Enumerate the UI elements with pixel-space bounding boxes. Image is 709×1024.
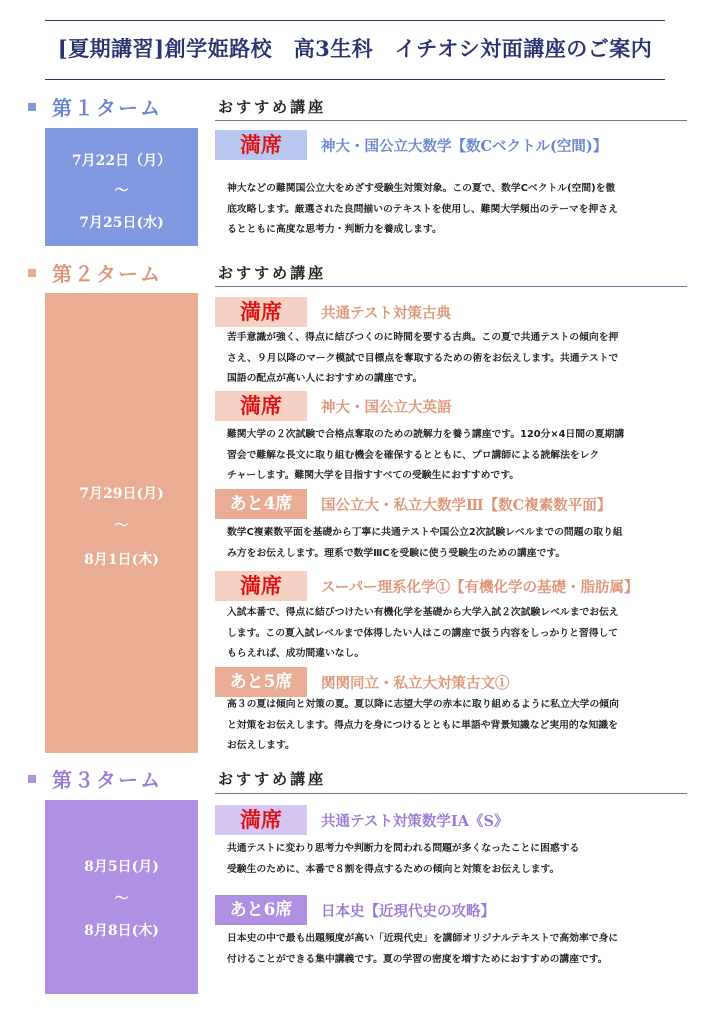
- course-title: 共通テスト対策古典: [321, 305, 451, 322]
- course-title: 神大・国公立大英語: [321, 399, 452, 416]
- seats-left-badge: あと5席: [215, 667, 307, 697]
- course-card: [215, 391, 675, 483]
- course-description-line: お伝えします。: [227, 740, 295, 751]
- course-description-line: さえ、９月以降のマーク模試で目標点を奪取するための術をお伝えします。共通テストで: [227, 352, 619, 364]
- course-card: [215, 805, 675, 885]
- course-description-line: 共通テストに変わり思考力や判断力を問われる問題が多くなったことに困惑する: [227, 843, 580, 854]
- course-description-line: します。この夏入試レベルまで体得したい人はこの講座で扱う内容をしっかりと習得して: [227, 627, 619, 639]
- term-2-end-date: 8月1日(木): [84, 552, 159, 568]
- term-1-start-date: 7月22日（月）: [71, 153, 172, 169]
- term-2-bullet-icon: [28, 269, 36, 277]
- seats-left-badge: あと6席: [215, 895, 307, 925]
- term-3-recommend-label: おすすめ講座: [218, 770, 327, 788]
- course-title: 共通テスト対策数学ⅠA《S》: [321, 813, 509, 830]
- course-title: 日本史【近現代史の攻略】: [321, 903, 495, 920]
- term-1-bullet-icon: [28, 103, 36, 111]
- course-description: [227, 425, 663, 487]
- course-title: スーパー理系化学①【有機化学の基礎・脂肪属】: [321, 579, 639, 596]
- course-description: [227, 929, 663, 970]
- course-description-line: 習会で難解な長文に取り組む機会を確保するとともに、プロ講師による読解法をレク: [227, 449, 600, 461]
- course-description-line: 神大などの難関国公立大をめざす受験生対策対象。この夏で、数学Cベクトル(空間)を徹: [227, 183, 616, 194]
- course-description-line: 日本史の中で最も出題頻度が高い「近現代史」を講師オリジナルテキストで高効率で身に: [227, 933, 619, 944]
- full-badge: 満席: [215, 391, 307, 421]
- term-2-date-separator: ～: [114, 518, 129, 534]
- course-card: [215, 130, 675, 242]
- term-1-date-separator: ～: [114, 183, 129, 199]
- title-top-rule: [45, 20, 665, 21]
- seats-left-badge: あと4席: [215, 489, 307, 519]
- term-2-date-block: [45, 293, 198, 753]
- course-description-line: 苦手意識が強く、得点に結びつくのに時間を要する古典。この夏で共通テストの傾向を押: [227, 332, 619, 343]
- course-description-line: 受験生のために、本番で８割を得点するための傾向と対策をお伝えします。: [227, 863, 560, 875]
- course-description-line: 国語の配点が高い人におすすめの講座です。: [227, 373, 423, 384]
- term-2-label: 第２ターム: [52, 262, 162, 286]
- course-title: 神大・国公立大数学【数Cベクトル(空間)】: [321, 138, 608, 155]
- term-1-heading: [28, 92, 162, 121]
- course-title: 国公立大・私立大数学Ⅲ【数C複素数平面】: [321, 497, 612, 514]
- full-badge: 満席: [215, 805, 307, 835]
- course-description: [227, 179, 663, 241]
- term-3-bullet-icon: [28, 775, 36, 783]
- course-card: [215, 571, 675, 663]
- term-2-recommend-label: おすすめ講座: [218, 264, 327, 282]
- course-description: [227, 523, 663, 564]
- term-2-start-date: 7月29日(月): [79, 486, 164, 502]
- course-description-line: るとともに高度な思考力・判断力を養成します。: [227, 224, 442, 235]
- course-title: 関関同立・私立大対策古文①: [321, 675, 510, 692]
- course-description: [227, 328, 663, 390]
- course-description: [227, 695, 663, 757]
- course-description-line: もらえれば、成功間違いなし。: [227, 648, 365, 659]
- full-badge: 満席: [215, 297, 307, 327]
- course-description-line: チャーします。難関大学を目指すすべての受験生におすすめです。: [227, 470, 520, 481]
- course-description-line: 底攻略します。厳選された良問揃いのテキストを使用し、難関大学頻出のテーマを押さえ: [227, 203, 618, 215]
- course-description-line: 付けることができる集中講義です。夏の学習の密度を増すためにおすすめの講座です。: [227, 953, 608, 965]
- page-title: [夏期講習]創学姫路校 高3生科 イチオシ対面講座のご案内: [57, 36, 653, 61]
- title-bottom-rule: [45, 79, 665, 80]
- term-1-label: 第１ターム: [52, 96, 162, 120]
- course-description-line: 高３の夏は傾向と対策の夏。夏以降に志望大学の赤本に取り組めるように私立大学の傾向: [227, 699, 619, 710]
- term-1-end-date: 7月25日(水): [79, 215, 164, 231]
- course-description: [227, 603, 663, 665]
- term-2-heading: [28, 258, 162, 287]
- course-description-line: 入試本番で、得点に結びつけたい有機化学を基礎から大学入試２次試験レベルまでお伝え: [227, 607, 619, 618]
- course-description-line: 数学C複素数平面を基礎から丁寧に共通テストや国公立2次試験レベルまでの問題の取り組: [227, 527, 623, 538]
- term-2-recommend-rule: [215, 286, 687, 287]
- full-badge: 満席: [215, 130, 307, 160]
- term-3-end-date: 8月8日(木): [84, 923, 159, 939]
- full-badge: 満席: [215, 571, 307, 601]
- term-3-label: 第３ターム: [52, 768, 162, 792]
- term-3-start-date: 8月5日(月): [84, 859, 159, 875]
- term-1-recommend-label: おすすめ講座: [218, 98, 327, 116]
- course-description: [227, 839, 663, 880]
- term-3-date-separator: ～: [114, 891, 129, 907]
- term-1-recommend-rule: [215, 120, 687, 121]
- course-card: [215, 895, 675, 975]
- course-description-line: 難関大学の２次試験で合格点奪取のための読解力を養う講座です。120分×4日間の夏期講: [227, 429, 625, 440]
- term-3-date-block: [45, 800, 198, 994]
- term-1-date-block: [45, 128, 198, 246]
- course-card: [215, 297, 675, 389]
- course-card: [215, 667, 675, 757]
- term-3-heading: [28, 764, 162, 793]
- course-card: [215, 489, 675, 567]
- course-description-line: み方をお伝えします。理系で数学ⅢCを受験に使う受験生のための講座です。: [227, 547, 566, 559]
- course-description-line: と対策をお伝えします。得点力を身につけるとともに単語や背景知識など実用的な知識を: [227, 719, 618, 731]
- term-3-recommend-rule: [215, 793, 687, 794]
